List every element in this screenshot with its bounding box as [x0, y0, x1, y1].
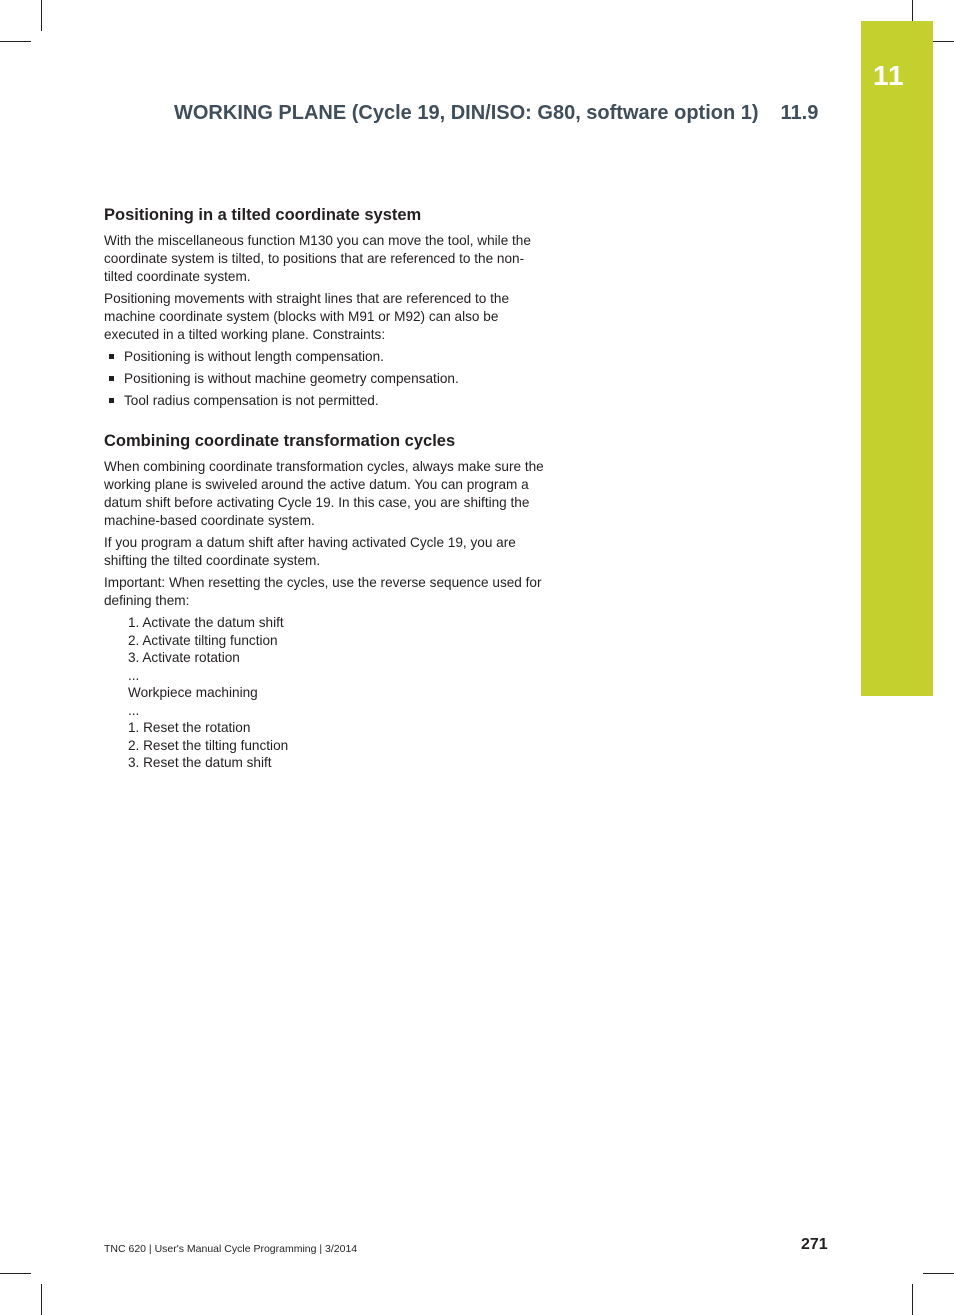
sequence-step: 2. Activate tilting function — [128, 632, 278, 648]
paragraph: When combining coordinate transformation cycles, always make sure the working plane is swiveled around the active datum. You can program a datum shift before activating Cycle 19. In this case, you are shifting the machine-based coordinate system. — [104, 459, 544, 528]
sequence-step: Workpiece machining — [128, 685, 258, 700]
crop-mark — [912, 1284, 913, 1315]
sequence-step: ... — [128, 667, 140, 683]
sequence-step: 2. Reset the tilting function — [128, 737, 289, 753]
crop-mark — [0, 41, 31, 42]
sequence-step: 3. Reset the datum shift — [128, 755, 272, 770]
sequence-step: 1. Reset the rotation — [128, 720, 251, 735]
bullet-square-icon — [109, 376, 114, 381]
crop-mark — [41, 1284, 42, 1315]
paragraph: If you program a datum shift after having activated Cycle 19, you are shifting the tilted coordinate system. — [104, 535, 516, 568]
footer-text: TNC 620 | User's Manual Cycle Programming | 3/2014 — [104, 1243, 358, 1255]
page-number: 271 — [801, 1236, 828, 1253]
list-item: Positioning is without length compensation. — [104, 348, 544, 366]
header-title: WORKING PLANE (Cycle 19, DIN/ISO: G80, software option 1) — [174, 102, 759, 124]
main-content — [104, 206, 544, 772]
chapter-number: 11 — [873, 60, 905, 91]
bullet-square-icon — [109, 354, 114, 359]
constraints-list — [104, 348, 544, 410]
list-item: Tool radius compensation is not permitted. — [104, 392, 544, 410]
section-heading: Positioning in a tilted coordinate system — [104, 206, 422, 224]
sequence-step: 1. Activate the datum shift — [128, 615, 284, 630]
bullet-square-icon — [109, 398, 114, 403]
crop-mark — [41, 0, 42, 31]
running-header — [174, 102, 818, 125]
paragraph: Important: When resetting the cycles, use the reverse sequence used for defining them: — [104, 575, 542, 608]
header-section-number: 11.9 — [780, 102, 819, 124]
section-heading: Combining coordinate transformation cycles — [104, 432, 456, 450]
crop-mark — [0, 1273, 31, 1274]
crop-mark — [923, 1273, 954, 1274]
paragraph: Positioning movements with straight lines that are referenced to the machine coordinate system (blocks with M91 or M92) can also be executed in a tilted working plane. Constraints: — [104, 291, 510, 342]
chapter-tab — [861, 21, 933, 696]
paragraph: With the miscellaneous function M130 you can move the tool, while the coordinate system is tilted, to positions that are referenced to the non-tilted coordinate system. — [104, 233, 531, 284]
sequence-list — [128, 614, 544, 772]
list-item: Positioning is without machine geometry compensation. — [104, 370, 544, 388]
sequence-step: 3. Activate rotation — [128, 650, 240, 665]
sequence-step: ... — [128, 702, 140, 718]
